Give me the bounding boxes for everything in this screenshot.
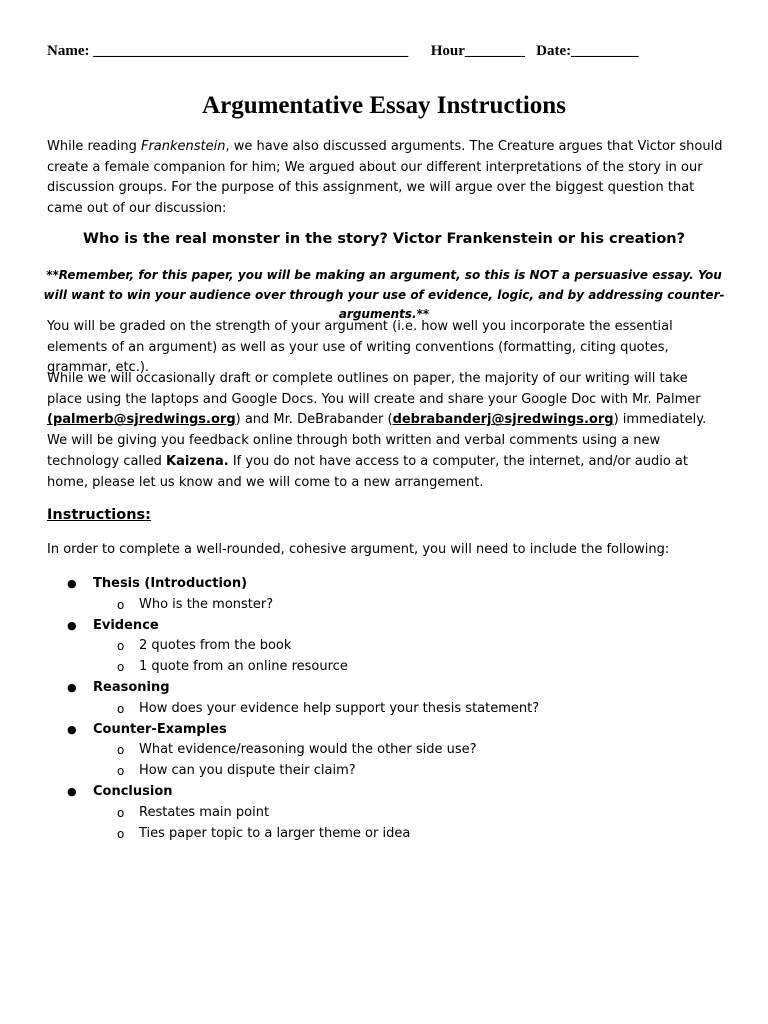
hour-blank: ________	[464, 43, 525, 59]
list-item-label: Reasoning	[93, 679, 170, 695]
instructions-heading: Instructions:	[47, 507, 151, 523]
list-item	[47, 782, 727, 803]
circle-bullet-icon: o	[117, 764, 125, 779]
sub-list-item-label: Restates main point	[139, 804, 270, 820]
debrabander-email-link[interactable]: debrabanderj@sjredwings.org	[392, 412, 614, 428]
list-item-label: Thesis (Introduction)	[93, 576, 248, 591]
list-item	[47, 574, 727, 595]
sub-list-item-label: How does your evidence help support your thesis statement?	[139, 700, 540, 716]
book-title: Frankenstein	[140, 139, 226, 154]
hour-label: Hour	[430, 43, 465, 59]
list-item-label: Conclusion	[93, 783, 173, 799]
intro-paragraph	[47, 137, 723, 220]
sub-list-item-label: 1 quote from an online resource	[139, 659, 348, 675]
docs-text-2: ) and Mr. DeBrabander (	[235, 412, 393, 428]
circle-bullet-icon: o	[117, 597, 125, 612]
sub-list-item	[47, 636, 727, 657]
intro-text-2: , we have also discussed arguments. The Creature argues that Victor should create a female companion for him; We argued about our different interpretations of the story in our discussion groups. For the purpose of this assignment, we will argue over the biggest question that came out of our discussion:	[47, 139, 723, 217]
docs-text-3: ) immediately. We will be giving you feedback online through both written and verbal comments using a new technology called	[47, 412, 707, 469]
sub-list-item-label: Who is the monster?	[139, 596, 274, 612]
sub-list-item-label: How can you dispute their claim?	[139, 763, 356, 779]
palmer-email-link[interactable]: (palmerb@sjredwings.org	[47, 412, 236, 428]
list-item-label: Evidence	[93, 617, 159, 633]
grading-paragraph: You will be graded on the strength of your argument (i.e. how well you incorporate the essential elements of an argument) as well as your use of writing conventions (formatting, citing quotes, grammar, etc.).	[47, 319, 673, 376]
circle-bullet-icon: o	[117, 826, 125, 841]
requirements-list	[47, 574, 727, 844]
sub-list-item	[47, 699, 727, 720]
circle-bullet-icon: o	[117, 660, 125, 675]
sub-list-item	[47, 803, 727, 824]
reminder-note: **Remember, for this paper, you will be making an argument, so this is NOT a persuasive essay. You will want to win your audience over through your use of evidence, logic, and by addressing counter-arguments.**	[43, 268, 725, 321]
list-item	[47, 720, 727, 741]
sub-list-item	[47, 761, 727, 782]
bullet-icon: ●	[67, 680, 77, 694]
date-label: Date:	[536, 43, 572, 59]
date-blank: _________	[571, 43, 639, 59]
student-info-line	[47, 43, 727, 60]
name-blank: __________________________________________	[93, 43, 409, 59]
central-question: Who is the real monster in the story? Victor Frankenstein or his creation?	[82, 231, 686, 247]
circle-bullet-icon: o	[117, 639, 125, 654]
sub-list-item-label: 2 quotes from the book	[139, 638, 292, 654]
sub-list-item	[47, 740, 727, 761]
name-label: Name:	[47, 43, 90, 59]
kaizena-label: Kaizena.	[166, 453, 229, 469]
circle-bullet-icon: o	[117, 805, 125, 820]
sub-list-item	[47, 657, 727, 678]
docs-text-4: If you do not have access to a computer, the internet, and/or audio at home, please let us know and we will come to a new arrangement.	[47, 453, 688, 490]
circle-bullet-icon: o	[117, 701, 125, 716]
sub-list-item-label: Ties paper topic to a larger theme or idea	[139, 825, 411, 841]
sub-list-item	[47, 595, 727, 616]
circle-bullet-icon: o	[117, 743, 125, 758]
google-docs-paragraph	[47, 369, 723, 493]
list-item	[47, 678, 727, 699]
bullet-icon: ●	[67, 784, 77, 798]
docs-text-1: While we will occasionally draft or complete outlines on paper, the majority of our writing will take place using the laptops and Google Docs. You will create and share your Google Doc with Mr. Palmer	[47, 371, 701, 407]
list-item-label: Counter-Examples	[93, 721, 227, 737]
list-item	[47, 616, 727, 637]
intro-text-1: While reading	[47, 139, 141, 154]
bullet-icon: ●	[67, 722, 77, 736]
instructions-lead: In order to complete a well-rounded, cohesive argument, you will need to include the following:	[47, 542, 670, 557]
page-title: Argumentative Essay Instructions	[202, 92, 566, 119]
sub-list-item	[47, 824, 727, 845]
bullet-icon: ●	[67, 577, 77, 590]
sub-list-item-label: What evidence/reasoning would the other side use?	[139, 742, 477, 758]
bullet-icon: ●	[67, 618, 77, 632]
